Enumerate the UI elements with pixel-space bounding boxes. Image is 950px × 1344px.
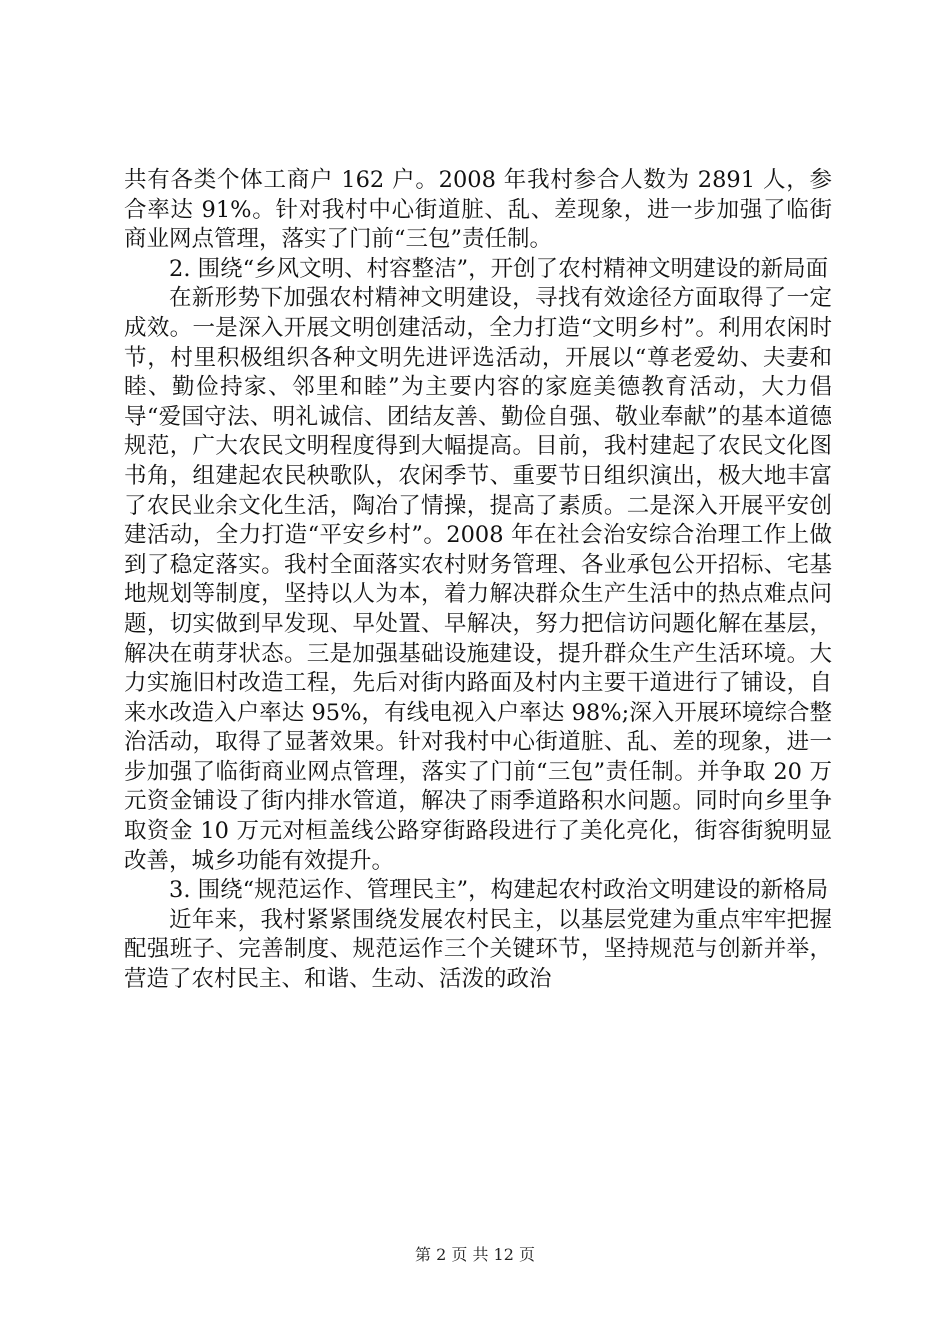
document-body xyxy=(124,166,832,995)
page-footer xyxy=(0,1245,950,1265)
paragraph-spiritual-civilization: 在新形势下加强农村精神文明建设，寻找有效途径方面取得了一定成效。一是深入开展文明创建活动，全力打造“文明乡村”。利用农闲时节，村里积极组织各种文明先进评选活动，开展以“尊老爱幼、夫妻和睦、勤俭持家、邻里和睦”为主要内容的家庭美德教育活动，大力倡导“爱国守法、明礼诚信、团结友善、勤俭自强、敬业奉献”的基本道德规范，广大农民文明程度得到大幅提高。目前，我村建起了农民文化图书角，组建起农民秧歌队，农闲季节、重要节日组织演出，极大地丰富了农民业余文化生活，陶冶了情操，提高了素质。二是深入开展平安创建活动，全力打造“平安乡村”。2008 年在社会治安综合治理工作上做到了稳定落实。我村全面落实农村财务管理、各业承包公开招标、宅基地规划等制度，坚持以人为本，着力解决群众生产生活中的热点难点问题，切实做到早发现、早处置、早解决，努力把信访问题化解在基层，解决在萌芽状态。三是加强基础设施建设，提升群众生产生活环境。大力实施旧村改造工程，先后对街内路面及村内主要干道进行了铺设，自来水改造入户率达 95%，有线电视入户率达 98%;深入开展环境综合整治活动，取得了显著效果。针对我村中心街道脏、乱、差的现象，进一步加强了临街商业网点管理，落实了门前“三包”责任制。并争取 20 万元资金铺设了街内排水管道，解决了雨季道路积水问题。同时向乡里争取资金 10 万元对桓盖线公路穿街路段进行了美化亮化，街容街貌明显改善，城乡功能有效提升。 xyxy=(124,285,832,874)
paragraph-political-civilization: 近年来，我村紧紧围绕发展农村民主，以基层党建为重点牢牢把握配强班子、完善制度、规范运作三个关键环节，坚持规范与创新并举，营造了农村民主、和谐、生动、活泼的政治 xyxy=(124,906,832,993)
paragraph-continuation: 共有各类个体工商户 162 户。2008 年我村参合人数为 2891 人，参合率达 91%。针对我村中心街道脏、乱、差现象，进一步加强了临街商业网点管理，落实了门前“三包”责任制。 xyxy=(124,167,832,253)
page-number-label: 第 2 页 共 12 页 xyxy=(415,1245,535,1264)
section-heading-3: 3. 围绕“规范运作、管理民主”，构建起农村政治文明建设的新格局 xyxy=(169,877,829,904)
section-heading-2: 2. 围绕“乡风文明、村容整洁”，开创了农村精神文明建设的新局面 xyxy=(169,255,829,282)
